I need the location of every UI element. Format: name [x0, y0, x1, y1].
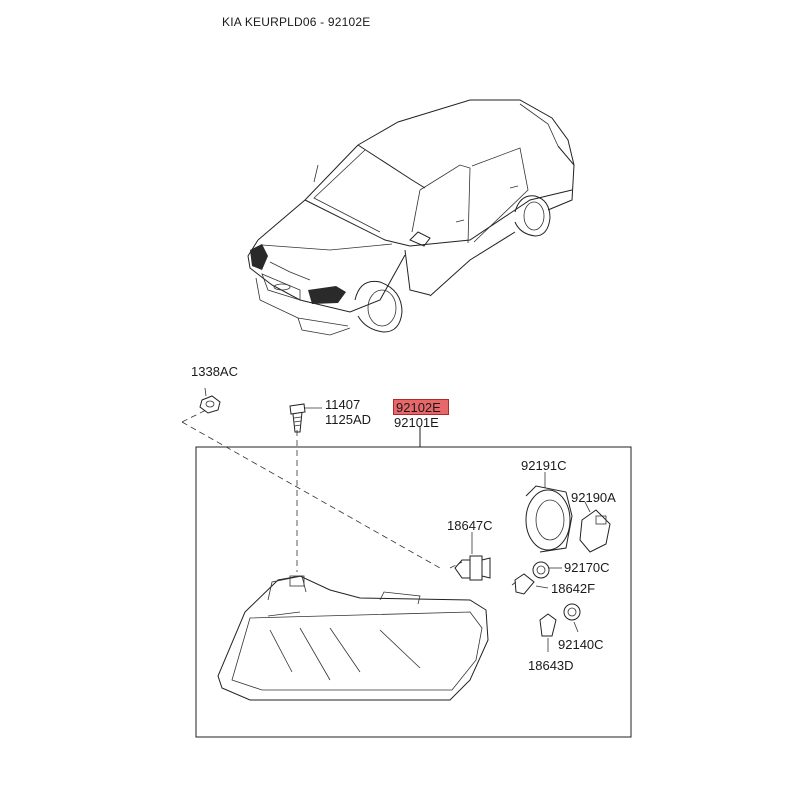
- part-label-18642f[interactable]: 18642F: [551, 581, 596, 596]
- part-label-18643d[interactable]: 18643D: [528, 658, 574, 673]
- bulb-18643d-icon: [540, 614, 556, 636]
- part-label-92190a[interactable]: 92190A: [571, 490, 616, 505]
- part-label-92101e[interactable]: 92101E: [394, 415, 439, 430]
- diagram-title: KIA KEURPLD06 - 92102E: [222, 15, 371, 29]
- part-label-92140c[interactable]: 92140C: [558, 637, 604, 652]
- nut-part-icon: [200, 396, 220, 413]
- socket-connector-icon: [580, 510, 610, 552]
- part-label-11407[interactable]: 11407: [325, 397, 361, 412]
- bulb-92140c-icon: [564, 604, 580, 620]
- bulb-18642f-icon: [512, 574, 534, 594]
- car-illustration: [248, 100, 574, 335]
- bulb-h4-icon: [455, 556, 490, 580]
- part-label-1338ac[interactable]: 1338AC: [191, 364, 238, 379]
- bulb-92170c-icon: [533, 562, 549, 578]
- screw-part-icon: [290, 404, 305, 432]
- bulb-cap-icon: [526, 486, 572, 552]
- headlamp-assembly-icon: [218, 576, 488, 700]
- part-label-92102e[interactable]: 92102E: [396, 400, 441, 415]
- part-label-92191c[interactable]: 92191C: [521, 458, 567, 473]
- part-label-92170c[interactable]: 92170C: [564, 560, 610, 575]
- part-label-18647c[interactable]: 18647C: [447, 518, 493, 533]
- part-label-1125ad[interactable]: 1125AD: [325, 412, 372, 427]
